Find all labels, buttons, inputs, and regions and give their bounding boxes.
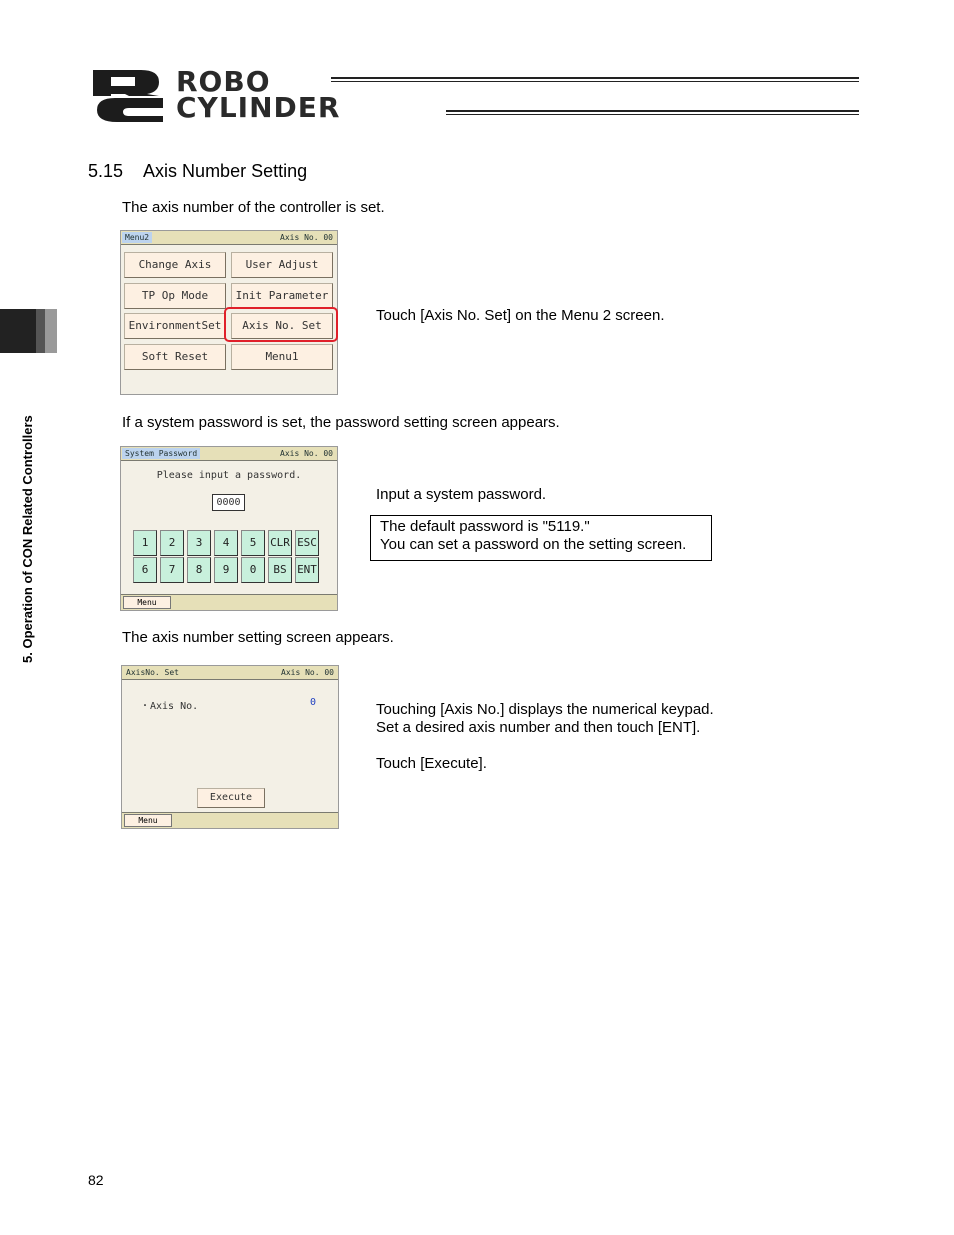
menu2-titlebar: [121, 231, 337, 245]
menu1-button[interactable]: Menu1: [231, 344, 333, 370]
key-2[interactable]: 2: [160, 530, 184, 556]
password-bottombar: [121, 594, 337, 610]
password-title: System Password: [122, 448, 200, 459]
password-menu-button[interactable]: Menu: [123, 596, 171, 609]
chapter-tab-dark: [0, 309, 36, 353]
execute-button[interactable]: Execute: [197, 788, 265, 808]
intro-text: The axis number of the controller is set.: [122, 199, 385, 216]
header-rule-bottom-thin: [446, 114, 859, 115]
chapter-tab-light: [45, 309, 57, 353]
logo-word-robo: ROBO: [176, 65, 271, 98]
key-esc[interactable]: ESC: [295, 530, 319, 556]
password-titlebar: [121, 447, 337, 461]
menu2-axis-label: Axis No. 00: [280, 233, 333, 242]
section-heading: [88, 161, 307, 182]
key-ent[interactable]: ENT: [295, 557, 319, 583]
header-rule-bottom: [446, 110, 859, 112]
password-axis-label: Axis No. 00: [280, 449, 333, 458]
axis-set-titlebar: [122, 666, 338, 680]
rc-logo-mark: [89, 68, 167, 124]
key-bs[interactable]: BS: [268, 557, 292, 583]
section-number: 5.15: [88, 161, 124, 181]
step4-text: Touch [Execute].: [376, 755, 487, 772]
key-1[interactable]: 1: [133, 530, 157, 556]
axis-set-screen: [121, 665, 339, 829]
header-rule-top-thin: [331, 81, 859, 82]
step3-line1: Touching [Axis No.] displays the numerical keypad.: [376, 701, 714, 718]
user-adjust-button[interactable]: User Adjust: [231, 252, 333, 278]
page-number: 82: [88, 1172, 104, 1188]
axis-set-menu-button[interactable]: Menu: [124, 814, 172, 827]
axis-set-title: AxisNo. Set: [123, 667, 182, 678]
password-intro-text: If a system password is set, the password setting screen appears.: [122, 414, 560, 431]
environment-set-button[interactable]: EnvironmentSet: [124, 313, 226, 339]
key-4[interactable]: 4: [214, 530, 238, 556]
key-8[interactable]: 8: [187, 557, 211, 583]
init-parameter-button[interactable]: Init Parameter: [231, 283, 333, 309]
axis-set-axis-label: Axis No. 00: [281, 668, 334, 677]
change-axis-button[interactable]: Change Axis: [124, 252, 226, 278]
password-screen: [120, 446, 338, 611]
axis-no-set-button[interactable]: Axis No. Set: [231, 313, 333, 339]
header-rule-top: [331, 77, 859, 79]
soft-reset-button[interactable]: Soft Reset: [124, 344, 226, 370]
chapter-tab-mid: [36, 309, 45, 353]
axis-intro-text: The axis number setting screen appears.: [122, 629, 394, 646]
menu2-title: Menu2: [122, 232, 152, 243]
key-0[interactable]: 0: [241, 557, 265, 583]
axis-no-label[interactable]: ・Axis No.: [140, 701, 199, 712]
key-6[interactable]: 6: [133, 557, 157, 583]
key-5[interactable]: 5: [241, 530, 265, 556]
key-9[interactable]: 9: [214, 557, 238, 583]
step2-text: Input a system password.: [376, 486, 547, 503]
password-prompt: Please input a password.: [156, 470, 302, 481]
axis-no-value[interactable]: 0: [310, 697, 317, 708]
note-line1: The default password is "5119.": [380, 518, 590, 535]
password-input[interactable]: 0000: [212, 494, 245, 511]
axis-no-set-highlight: [224, 307, 338, 342]
password-note-box: [370, 515, 712, 561]
chapter-label: 5. Operation of CON Related Controllers: [20, 415, 35, 663]
logo-word-cylinder: CYLINDER: [176, 91, 341, 124]
tp-op-mode-button[interactable]: TP Op Mode: [124, 283, 226, 309]
axis-set-bottombar: [122, 812, 338, 828]
step1-text: Touch [Axis No. Set] on the Menu 2 screen.: [376, 307, 665, 324]
note-line2: You can set a password on the setting screen.: [380, 536, 687, 553]
section-title: Axis Number Setting: [143, 161, 308, 181]
key-clr[interactable]: CLR: [268, 530, 292, 556]
step3-line2: Set a desired axis number and then touch [ENT].: [376, 719, 701, 736]
key-7[interactable]: 7: [160, 557, 184, 583]
key-3[interactable]: 3: [187, 530, 211, 556]
